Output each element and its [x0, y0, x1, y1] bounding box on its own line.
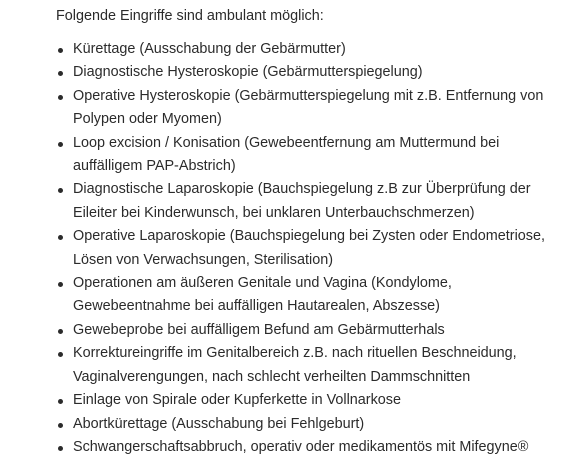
list-item: [50, 61, 570, 84]
bullet-icon: [58, 188, 63, 193]
list-item: [50, 225, 570, 272]
list-item: [50, 319, 570, 342]
bullet-icon: [58, 235, 63, 240]
list-item-text: Schwangerschaftsabbruch, operativ oder medikamentös mit Mifegyne®: [73, 438, 529, 455]
list-item-text: Einlage von Spirale oder Kupferkette in Vollnarkose: [73, 392, 401, 409]
list-item: [50, 389, 570, 412]
list-item-text: Kürettage (Ausschabung der Gebärmutter): [73, 41, 346, 57]
list-item-text: Diagnostische Laparoskopie (Bauchspiegelung z.B zur Überprüfung der Eileiter bei Kinderwunsch, bei unklaren Unterbauchschmerzen): [73, 181, 531, 221]
list-item: [50, 178, 570, 225]
list-item: [50, 413, 570, 436]
list-item: [50, 132, 570, 179]
bullet-icon: [58, 423, 63, 428]
list-item-text: Korrektureingriffe im Genitalbereich z.B. nach rituellen Beschneidung, Vaginalverengungen, nach schlecht verheilten Dammschnitten: [73, 345, 517, 385]
list-item: [50, 342, 570, 389]
bullet-icon: [58, 142, 63, 147]
list-item-text: Gewebeprobe bei auffälligem Befund am Gebärmutterhals: [73, 321, 445, 338]
bullet-icon: [58, 399, 63, 404]
list-item: [50, 38, 570, 61]
list-item: [50, 85, 570, 132]
list-item-text: Diagnostische Hysteroskopie (Gebärmutterspiegelung): [73, 64, 423, 81]
bullet-icon: [58, 329, 63, 334]
intro-text: Folgende Eingriffe sind ambulant möglich:: [56, 8, 324, 24]
list-item: [50, 436, 570, 459]
bullet-icon: [58, 446, 63, 451]
bullet-icon: [58, 352, 63, 357]
bullet-icon: [58, 48, 63, 53]
bullet-icon: [58, 71, 63, 76]
list-item: [50, 272, 570, 319]
list-item-text: Loop excision / Konisation (Gewebeentfernung am Muttermund bei auffälligem PAP-Abstrich): [73, 134, 500, 175]
bullet-icon: [58, 282, 63, 287]
bullet-icon: [58, 95, 63, 100]
list-item-text: Operative Hysteroskopie (Gebärmutterspiegelung mit z.B. Entfernung von Polypen oder Myomen): [73, 87, 544, 128]
list-item-text: Abortkürettage (Ausschabung bei Fehlgeburt): [73, 415, 365, 432]
list-item-text: Operative Laparoskopie (Bauchspiegelung bei Zysten oder Endometriose, Lösen von Verwachsungen, Sterilisation): [73, 228, 545, 268]
list-item-text: Operationen am äußeren Genitale und Vagina (Kondylome, Gewebeentnahme bei auffälligen Hautarealen, Abszesse): [73, 275, 452, 315]
procedures-list: [50, 38, 570, 459]
